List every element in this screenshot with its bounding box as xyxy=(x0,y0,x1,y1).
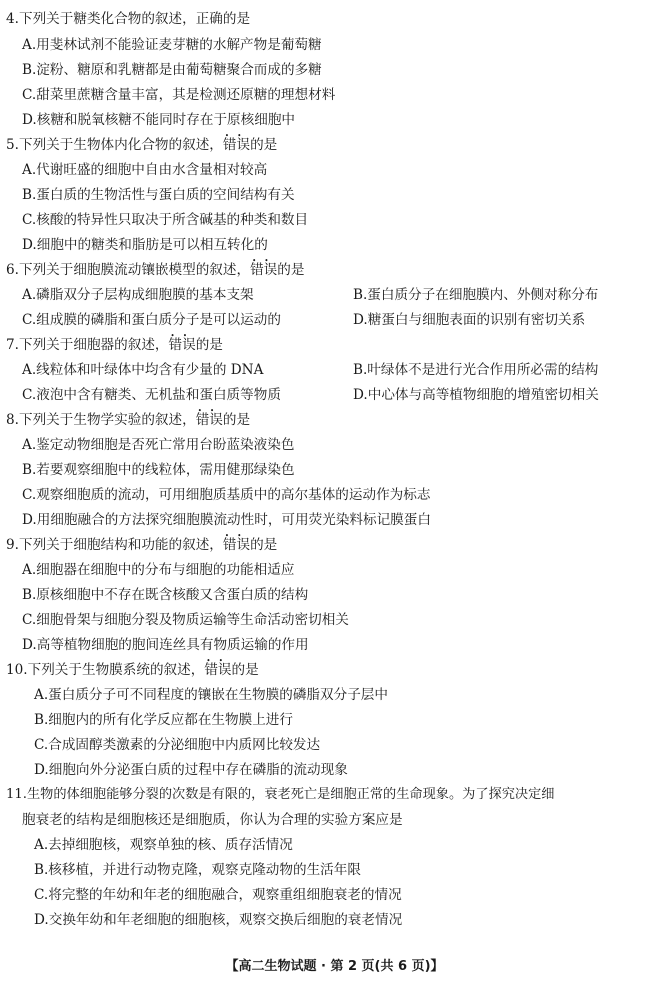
q11-stem-line1: 11.生物的体细胞能够分裂的次数是有限的，衰老死亡是细胞正常的生命现象。为了探究决定细 xyxy=(6,787,555,802)
q11-option-d: D.交换年幼和年老细胞的细胞核，观察交换后细胞的衰老情况 xyxy=(34,912,403,928)
q5-option-c: C.核酸的特异性只取决于所含碱基的种类和数目 xyxy=(22,212,309,228)
q11-option-c: C.将完整的年幼和年老的细胞融合，观察重组细胞衰老的情况 xyxy=(34,887,402,903)
q4-option-a: A.用斐林试剂不能验证麦芽糖的水解产物是葡萄糖 xyxy=(22,37,322,53)
q9-option-d: D.高等植物细胞的胞间连丝具有物质运输的作用 xyxy=(22,637,309,653)
q4-stem: 4.下列关于糖类化合物的叙述，正确的是 xyxy=(6,11,251,27)
q10-option-d: D.细胞向外分泌蛋白质的过程中存在磷脂的流动现象 xyxy=(34,762,348,778)
q5-option-b: B.蛋白质的生物活性与蛋白质的空间结构有关 xyxy=(22,187,295,203)
q6-emphasis: 错误 • • xyxy=(250,261,277,279)
q7-emphasis: 错误 • • xyxy=(169,336,196,354)
q4-option-d: D.核糖和脱氧核糖不能同时存在于原核细胞中 xyxy=(22,112,296,128)
q7-option-c: C.液泡中含有糖类、无机盐和蛋白质等物质 xyxy=(22,387,281,403)
q10-option-b: B.细胞内的所有化学反应都在生物膜上进行 xyxy=(34,712,293,728)
q7-option-a: A.线粒体和叶绿体中均含有少量的 DNA xyxy=(22,362,264,378)
q4-option-b: B.淀粉、糖原和乳糖都是由葡萄糖聚合而成的多糖 xyxy=(22,62,322,78)
q7-option-d: D.中心体与高等植物细胞的增殖密切相关 xyxy=(353,387,599,403)
q6-option-c: C.组成膜的磷脂和蛋白质分子是可以运动的 xyxy=(22,312,281,328)
q6-option-a: A.磷脂双分子层构成细胞膜的基本支架 xyxy=(22,287,254,303)
q9-option-a: A.细胞器在细胞中的分布与细胞的功能相适应 xyxy=(22,562,295,578)
q6-option-b: B.蛋白质分子在细胞膜内、外侧对称分布 xyxy=(353,287,599,303)
q11-option-a: A.去掉细胞核，观察单独的核、质存活情况 xyxy=(34,837,293,853)
q5-emphasis: 错误 • • xyxy=(223,136,250,154)
q5-stem: 5.下列关于生物体内化合物的叙述，错误 • •的是 xyxy=(6,136,277,154)
q10-emphasis: 错误 • • xyxy=(204,661,231,679)
q5-option-d: D.细胞中的糖类和脂肪是可以相互转化的 xyxy=(22,237,268,253)
q5-option-a: A.代谢旺盛的细胞中自由水含量相对较高 xyxy=(22,162,268,178)
q6-option-d: D.糖蛋白与细胞表面的识别有密切关系 xyxy=(353,312,586,328)
q10-option-a: A.蛋白质分子可不同程度的镶嵌在生物膜的磷脂双分子层中 xyxy=(34,687,388,703)
q7-stem: 7.下列关于细胞器的叙述，错误 • •的是 xyxy=(6,336,223,354)
q8-stem: 8.下列关于生物学实验的叙述，错误 • •的是 xyxy=(6,411,250,429)
q9-stem: 9.下列关于细胞结构和功能的叙述，错误 • •的是 xyxy=(6,536,277,554)
q9-option-b: B.原核细胞中不存在既含核酸又含蛋白质的结构 xyxy=(22,587,309,603)
q9-option-c: C.细胞骨架与细胞分裂及物质运输等生命活动密切相关 xyxy=(22,612,349,628)
q6-stem: 6.下列关于细胞膜流动镶嵌模型的叙述，错误 • •的是 xyxy=(6,261,304,279)
q8-option-b: B.若要观察细胞中的线粒体，需用健那绿染色 xyxy=(22,462,295,478)
q4-option-c: C.甜菜里蔗糖含量丰富，其是检测还原糖的理想材料 xyxy=(22,87,336,103)
q8-option-c: C.观察细胞质的流动，可用细胞质基质中的高尔基体的运动作为标志 xyxy=(22,487,431,503)
q8-option-d: D.用细胞融合的方法探究细胞膜流动性时，可用荧光染料标记膜蛋白 xyxy=(22,512,431,528)
q8-option-a: A.鉴定动物细胞是否死亡常用台盼蓝染液染色 xyxy=(22,437,295,453)
q9-emphasis: 错误 • • xyxy=(223,536,250,554)
q8-emphasis: 错误 • • xyxy=(196,411,223,429)
q11-option-b: B.核移植，并进行动物克隆，观察克隆动物的生活年限 xyxy=(34,862,361,878)
q10-stem: 10.下列关于生物膜系统的叙述，错误 • •的是 xyxy=(6,661,259,679)
q10-option-c: C.合成固醇类激素的分泌细胞中内质网比较发达 xyxy=(34,737,321,753)
q11-stem-line2: 胞衰老的结构是细胞核还是细胞质，你认为合理的实验方案应是 xyxy=(22,812,403,828)
q7-option-b: B.叶绿体不是进行光合作用所必需的结构 xyxy=(353,362,599,378)
page-footer: 【高二生物试题 · 第 2 页(共 6 页)】 xyxy=(225,959,444,974)
